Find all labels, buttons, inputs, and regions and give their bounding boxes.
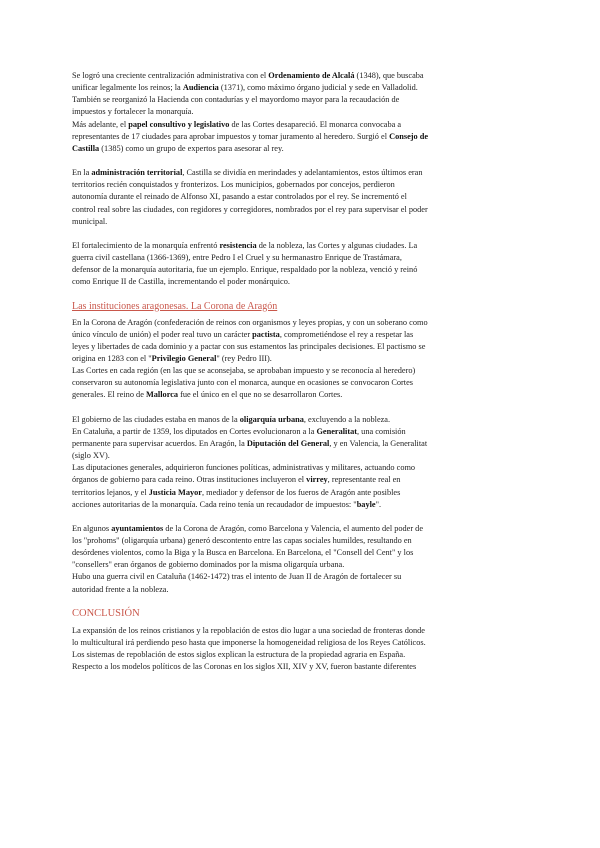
bold-term: Diputación del General — [246, 438, 330, 448]
text-run: En algunos — [72, 523, 112, 533]
text-run: como Enrique II de Castilla, incrementando el poder monárquico. — [72, 277, 290, 287]
bold-term: resistencia — [219, 240, 257, 250]
section-heading-conclusion: CONCLUSIÓN — [72, 607, 140, 619]
text-run: generales. El reino de — [72, 390, 146, 400]
bold-term: ayuntamientos — [111, 523, 164, 533]
text-line — [72, 426, 528, 438]
text-run: desórdenes violentos, como la Biga y la Busca en Barcelona. En Barcelona, el "Consell del Cent" y los — [72, 548, 414, 558]
text-run: (1371), como máximo órgano judicial y sede en Valladolid. — [218, 83, 418, 93]
text-run: representantes de 17 ciudades para aprobar impuestos y tomar juramento al heredero. Surgió el — [72, 131, 390, 141]
text-run: En la Corona de Aragón (confederación de reinos con organismos y leyes propias, y con un soberano como — [72, 317, 428, 327]
text-line — [72, 535, 528, 547]
text-run: lo multicultural irá perdiendo peso hasta que imponerse la homogeneidad religiosa de los Reyes Católicos. — [72, 637, 426, 647]
section-heading-aragon[interactable]: Las instituciones aragonesas. La Corona de Aragón — [72, 300, 278, 312]
text-run: territorios recién conquistados y fronterizos. Los municipios, gobernados por concejos, perdieron — [72, 180, 395, 190]
paragraph-a2 — [72, 414, 528, 511]
aragon-section — [72, 317, 528, 596]
text-run: autoridad frente a la nobleza. — [72, 584, 169, 594]
paragraph-c1 — [72, 625, 528, 674]
text-run: permanente para supervisar acuerdos. En Aragón, la — [72, 438, 247, 448]
text-run: El fortalecimiento de la monarquía enfrentó — [72, 240, 220, 250]
text-line — [72, 474, 528, 486]
text-run: guerra civil castellana (1366-1369), entre Pedro I el Cruel y su hermanastro Enrique de Trastámara, — [72, 253, 402, 263]
text-run: , Castilla se dividía en merindades y adelantamientos, estos últimos eran — [182, 168, 423, 178]
text-run: ". — [375, 499, 382, 509]
text-line — [72, 487, 528, 499]
bold-term: Justicia Mayor — [148, 487, 202, 497]
text-run: "consellers" eran órganos de gobierno dominados por la misma oligarquía urbana. — [72, 560, 345, 570]
text-run: municipal. — [72, 216, 108, 226]
bold-term: oligarquía urbana — [239, 414, 304, 424]
text-run: Se logró una creciente centralización administrativa con el — [72, 71, 269, 80]
text-line — [72, 365, 528, 377]
text-run: (1385) como un grupo de expertos para asesorar al rey. — [99, 143, 284, 153]
text-run: de la nobleza, las Cortes y algunas ciudades. La — [256, 240, 418, 250]
text-run: órganos de gobierno para cada reino. Otras instituciones incluyeron el — [72, 475, 307, 485]
text-run: de la Corona de Aragón, como Barcelona y Valencia, el aumento del poder de — [163, 523, 424, 533]
text-run: unificar legalmente los reinos; la — [72, 83, 183, 93]
text-run: La expansión de los reinos cristianos y la repoblación de estos dio lugar a una sociedad de fronteras donde — [72, 625, 425, 635]
text-run: único vínculo de unión) el poder real tuvo un carácter — [72, 329, 253, 339]
paragraph-a3 — [72, 523, 528, 596]
text-line — [72, 547, 528, 559]
text-line — [72, 191, 528, 203]
text-line — [72, 317, 528, 329]
text-line — [72, 584, 528, 596]
text-run: origina en 1283 con el " — [72, 353, 152, 363]
text-line — [72, 119, 528, 131]
paragraph-p3 — [72, 240, 528, 289]
text-line — [72, 661, 528, 673]
bold-term: virrey — [306, 475, 328, 485]
text-line — [72, 341, 528, 353]
text-run: impuestos y fortalecer la monarquía. — [72, 107, 194, 117]
text-run: Respecto a los modelos políticos de las Coronas en los siglos XII, XIV y XV, fueron bastante diferentes — [72, 662, 417, 672]
text-line — [72, 143, 528, 155]
text-run: Las Cortes en cada región (en las que se aconsejaba, se aprobaban impuesto y se reconocía al heredero) — [72, 366, 416, 376]
text-run: Los sistemas de repoblación de estos siglos explican la estructura de la propiedad agraria en España. — [72, 650, 406, 660]
paragraph-p1 — [72, 70, 528, 155]
text-line — [72, 264, 528, 276]
text-run: Las diputaciones generales, adquirieron funciones políticas, administrativas y militares, actuando como — [72, 463, 416, 473]
text-line — [72, 240, 528, 252]
castilla-section — [72, 70, 528, 289]
text-line — [72, 414, 528, 426]
bold-term: pactista — [252, 329, 280, 339]
bold-term: Castilla — [72, 143, 100, 153]
text-line — [72, 438, 528, 450]
text-run: control real sobre las ciudades, con regidores y corregidores, nombrados por el rey para supervisar el poder — [72, 204, 428, 214]
text-run: Más adelante, el — [72, 119, 129, 129]
text-run: leyes y libertades de cada dominio y a pactar con sus estamentos las principales decisiones. El pactismo se — [72, 341, 426, 351]
paragraph-a1 — [72, 317, 528, 402]
text-line — [72, 353, 528, 365]
text-line — [72, 559, 528, 571]
text-run: autonomía durante el reinado de Alfonso XI, pasando a estar controlados por el rey. Se incrementó el — [72, 192, 407, 202]
text-run: defensor de la monarquía autoritaria, fue un ejemplo. Enrique, respaldado por la nobleza, venció y reinó — [72, 265, 418, 275]
text-line — [72, 276, 528, 288]
bold-term: Mallorca — [145, 390, 179, 400]
text-line — [72, 462, 528, 474]
text-run: El gobierno de las ciudades estaba en manos de la — [72, 414, 240, 424]
text-line — [72, 82, 528, 94]
bold-term: administración territorial — [91, 168, 183, 178]
text-run: (1348), que buscaba — [354, 71, 424, 80]
text-run: , excluyendo a la nobleza. — [303, 414, 391, 424]
text-line — [72, 106, 528, 118]
text-line — [72, 571, 528, 583]
text-run: de las Cortes desapareció. El monarca convocaba a — [229, 119, 402, 129]
text-line — [72, 179, 528, 191]
text-run: Hubo una guerra civil en Cataluña (1462-1472) tras el intento de Juan II de Aragón de fortalecer su — [72, 572, 402, 582]
text-line — [72, 499, 528, 511]
text-line — [72, 637, 528, 649]
text-line — [72, 252, 528, 264]
bold-term: Generalitat — [316, 426, 358, 436]
conclusion-section — [72, 625, 528, 674]
bold-term: Audiencia — [182, 83, 219, 93]
bold-term: Ordenamiento de Alcalá — [268, 71, 355, 80]
text-run: , mediador y defensor de los fueros de Aragón ante posibles — [201, 487, 401, 497]
text-line — [72, 94, 528, 106]
text-run: (siglo XV). — [72, 451, 110, 461]
text-run: fue el único en el que no se desarrollaron Cortes. — [178, 390, 343, 400]
text-run: conservaron su autonomía legislativa junto con el monarca, aunque en ocasiones se convocaron Cortes — [72, 378, 413, 388]
text-line — [72, 131, 528, 143]
bold-term: bayle — [356, 499, 376, 509]
text-run: , representante real en — [327, 475, 401, 485]
text-run: territorios lejanos, y el — [72, 487, 149, 497]
text-run: acciones autoritarias de la monarquía. Cada reino tenía un recaudador de impuestos: " — [72, 499, 357, 509]
paragraph-p2 — [72, 167, 528, 228]
text-line — [72, 204, 528, 216]
text-line — [72, 377, 528, 389]
text-line — [72, 625, 528, 637]
text-run: En la — [72, 168, 92, 178]
text-run: los "prohoms" (oligarquía urbana) generó descontento entre las capas sociales humildes, resultando en — [72, 536, 412, 545]
text-line — [72, 389, 528, 401]
bold-term: Privilegio General — [151, 353, 217, 363]
text-line — [72, 523, 528, 535]
text-line — [72, 70, 528, 82]
text-run: , comprometiéndose el rey a respetar las — [279, 329, 414, 339]
text-run: En Cataluña, a partir de 1359, los diputados en Cortes evolucionaron a la — [72, 426, 317, 436]
text-run: , una comisión — [357, 426, 406, 436]
text-line — [72, 216, 528, 228]
text-line — [72, 329, 528, 341]
text-line — [72, 167, 528, 179]
bold-term: papel consultivo y legislativo — [128, 119, 230, 129]
text-run: " (rey Pedro III). — [216, 353, 272, 363]
text-line — [72, 450, 528, 462]
text-run: , y en Valencia, la Generalitat — [329, 438, 428, 448]
bold-term: Consejo de — [389, 131, 429, 141]
text-run: También se reorganizó la Hacienda con contadurías y el mayordomo mayor para la recaudación de — [72, 95, 400, 105]
text-line — [72, 649, 528, 661]
